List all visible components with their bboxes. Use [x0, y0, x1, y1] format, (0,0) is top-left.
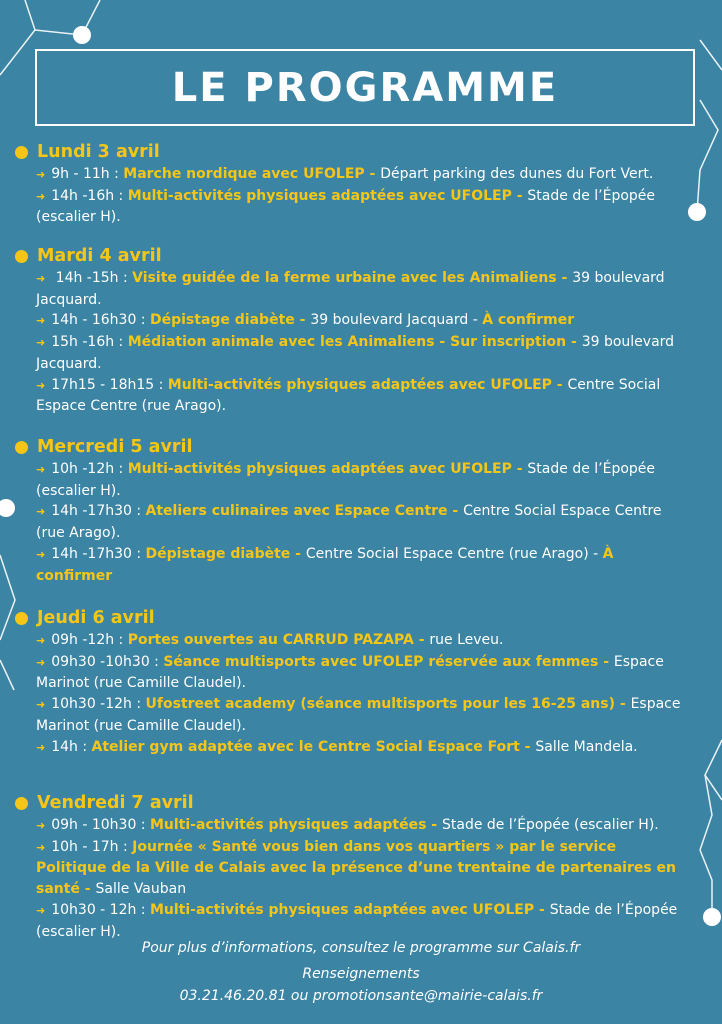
schedule-item [36, 375, 690, 417]
location: Centre Social Espace Centre (rue Arago) - [305, 545, 603, 562]
location: 39 boulevard Jacquard - [310, 312, 483, 329]
schedule-item [36, 186, 690, 228]
activity-name: Journée « Santé vous bien dans vos quartiers » par le service Politique de la Ville de Calais avec la présence d’une trentaine de partenaires en santé - [36, 838, 677, 898]
location: Stade de l’Épopée (escalier H). [36, 901, 678, 940]
location: Salle Mandela. [535, 738, 638, 755]
day-title: Lundi 3 avril [37, 142, 160, 162]
activity-name: Ufostreet academy (séance multisports pour les 16-25 ans) - [145, 696, 631, 713]
schedule-item [36, 164, 690, 186]
time-range: 10h - 17h : [51, 838, 133, 855]
bullet-dot-icon [15, 250, 28, 263]
arrow-right-icon: ➜ [36, 336, 46, 350]
day-header [15, 606, 690, 630]
schedule-item [36, 268, 690, 310]
time-range: 10h30 -12h : [51, 696, 146, 713]
day-section [15, 435, 690, 586]
location: Espace Marinot (rue Camille Claudel). [36, 696, 681, 734]
schedule-item [36, 630, 690, 652]
arrow-right-icon: ➜ [36, 698, 46, 712]
bullet-dot-icon [15, 441, 28, 454]
contact-title: Renseignements [302, 966, 420, 982]
schedule-item [36, 332, 690, 374]
activity-name: Portes ouvertes au CARRUD PAZAPA - [127, 632, 430, 648]
arrow-right-icon: ➜ [36, 740, 46, 754]
activity-name: Médiation animale avec les Animaliens - Sur inscription - [127, 334, 582, 351]
schedule-item [36, 900, 690, 942]
schedule-item [36, 501, 690, 543]
schedule-item [36, 815, 690, 837]
activity-name: Atelier gym adaptée avec le Centre Social Espace Fort - [91, 738, 536, 755]
arrow-right-icon: ➜ [36, 634, 46, 647]
schedule-item [36, 737, 690, 759]
time-range: 10h30 - 12h : [51, 901, 150, 918]
page-title: LE PROGRAMME [171, 64, 559, 111]
day-section [15, 244, 690, 417]
activity-name: Ateliers culinaires avec Espace Centre - [145, 503, 464, 520]
arrow-right-icon: ➜ [36, 655, 46, 669]
time-range: 14h -16h : [51, 187, 128, 204]
day-title: Jeudi 6 avril [37, 608, 155, 628]
day-section [15, 606, 690, 758]
arrow-right-icon: ➜ [36, 314, 46, 328]
schedule-list [36, 268, 690, 417]
time-range: 14h - 16h30 : [51, 312, 150, 329]
info-line: Pour plus d’informations, consultez le programme sur Calais.fr [141, 940, 581, 956]
bullet-dot-icon [15, 612, 28, 625]
time-range: 09h30 -10h30 : [51, 653, 164, 670]
activity-name: Dépistage diabète - [145, 545, 306, 562]
bullet-dot-icon [15, 797, 28, 810]
activity-name: Multi-activités physiques adaptées avec UFOLEP - [149, 901, 550, 918]
title-frame [35, 49, 695, 126]
location: rue Leveu. [429, 632, 504, 648]
day-title: Mercredi 5 avril [37, 437, 193, 457]
activity-name: Multi-activités physiques adaptées avec UFOLEP - [127, 187, 528, 204]
schedule-list [36, 459, 690, 586]
arrow-right-icon: ➜ [36, 819, 46, 832]
arrow-right-icon: ➜ [36, 903, 46, 917]
location: Centre Social Espace Centre (rue Arago). [36, 376, 661, 415]
location: Stade de l’Épopée (escalier H). [36, 461, 656, 499]
arrow-right-icon: ➜ [36, 272, 46, 285]
schedule-item [36, 837, 690, 900]
time-range: 14h -17h30 : [51, 545, 146, 562]
activity-name: Visite guidée de la ferme urbaine avec les Animaliens - [132, 270, 573, 286]
location: Stade de l’Épopée (escalier H). [36, 187, 656, 226]
location: 39 boulevard Jacquard. [36, 270, 665, 308]
arrow-right-icon: ➜ [36, 378, 46, 392]
location: Départ parking des dunes du Fort Vert. [380, 166, 654, 182]
location: Centre Social Espace Centre (rue Arago). [36, 503, 662, 542]
day-header [15, 140, 690, 164]
schedule-item [36, 652, 690, 694]
time-range: 10h -12h : [51, 461, 128, 477]
activity-name: Multi-activités physiques adaptées avec UFOLEP - [167, 376, 568, 393]
arrow-right-icon: ➜ [36, 168, 46, 181]
arrow-right-icon: ➜ [36, 840, 46, 854]
time-range: 09h -12h : [51, 632, 128, 648]
day-title: Vendredi 7 avril [37, 793, 194, 813]
schedule-item [36, 544, 690, 586]
activity-name: Multi-activités physiques adaptées avec UFOLEP - [127, 461, 528, 477]
location: 39 boulevard Jacquard. [36, 334, 675, 372]
time-range: 14h : [51, 738, 92, 755]
schedule-list [36, 164, 690, 228]
time-range: 9h - 11h : [51, 166, 124, 182]
day-section [15, 140, 690, 228]
location: Stade de l’Épopée (escalier H). [442, 817, 659, 833]
day-header [15, 435, 690, 459]
activity-name: Marche nordique avec UFOLEP - [123, 166, 381, 182]
arrow-right-icon: ➜ [36, 505, 46, 519]
arrow-right-icon: ➜ [36, 547, 46, 561]
arrow-right-icon: ➜ [36, 463, 46, 476]
time-range: 17h15 - 18h15 : [51, 376, 168, 393]
day-header [15, 244, 690, 268]
activity-name: Séance multisports avec UFOLEP réservée aux femmes - [163, 653, 614, 670]
day-title: Mardi 4 avril [37, 246, 162, 266]
day-header [15, 791, 690, 815]
schedule-item [36, 694, 690, 736]
location: Salle Vauban [95, 881, 187, 898]
schedule-item [36, 459, 690, 501]
contact-line: 03.21.46.20.81 ou promotionsante@mairie-calais.fr [179, 988, 543, 1004]
location: Espace Marinot (rue Camille Claudel). [36, 653, 664, 692]
bullet-dot-icon [15, 146, 28, 159]
arrow-right-icon: ➜ [36, 189, 46, 203]
status-note: À confirmer [482, 312, 575, 329]
activity-name: Multi-activités physiques adaptées - [149, 817, 442, 833]
activity-name: Dépistage diabète - [149, 312, 311, 329]
time-range: 14h -15h : [51, 270, 133, 286]
time-range: 09h - 10h30 : [51, 817, 150, 833]
day-section [15, 791, 690, 942]
time-range: 15h -16h : [51, 334, 128, 351]
schedule-item [36, 310, 690, 332]
schedule-list [36, 815, 690, 942]
time-range: 14h -17h30 : [51, 503, 146, 520]
status-note: À confirmer [36, 545, 614, 584]
schedule-list [36, 630, 690, 758]
